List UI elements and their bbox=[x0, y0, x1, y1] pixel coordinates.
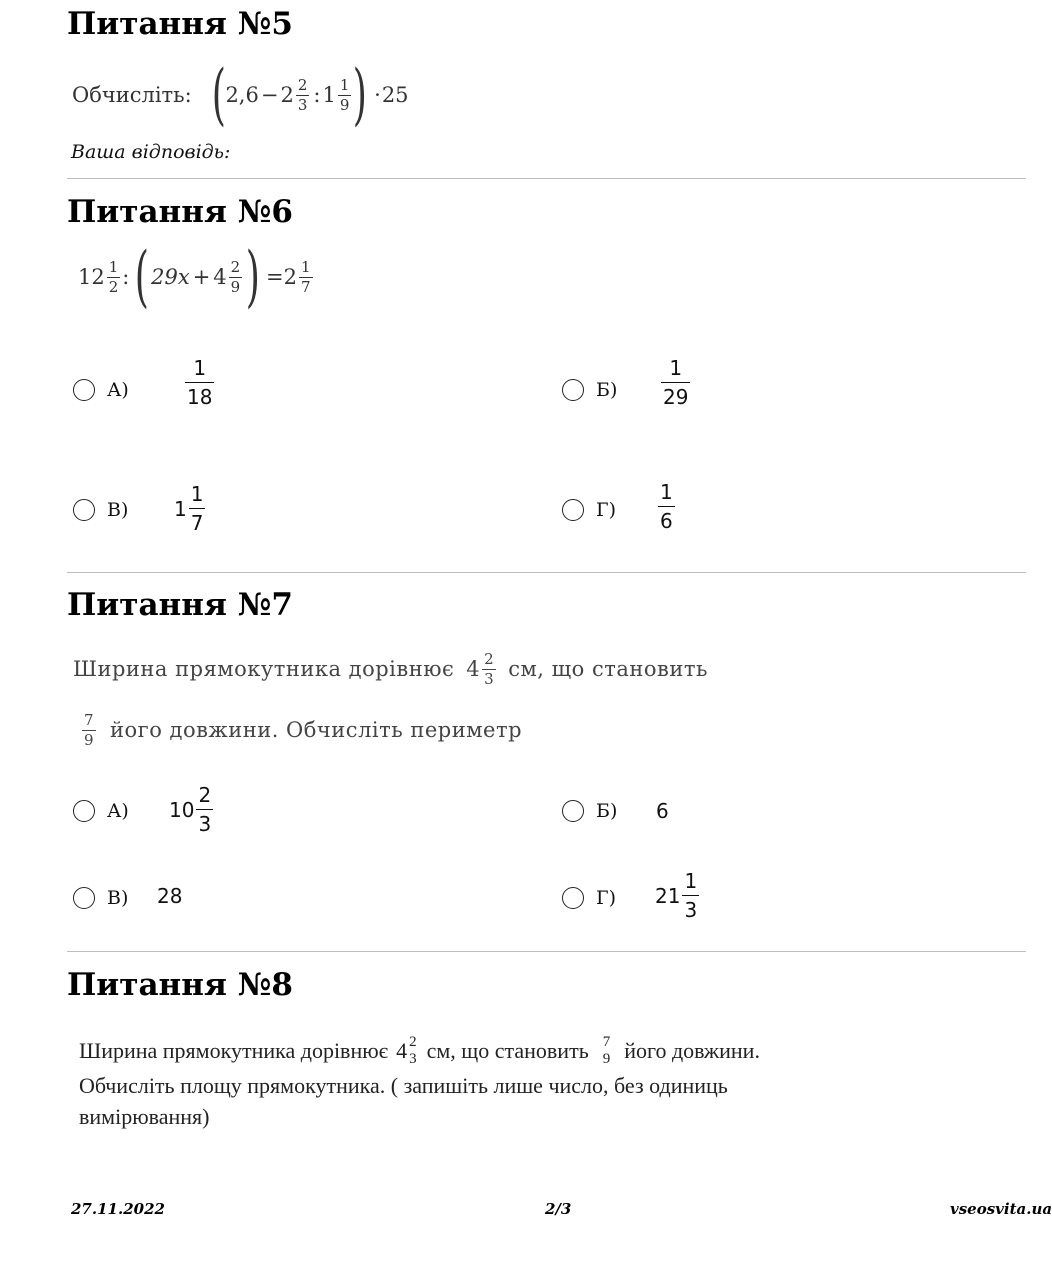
q5-c-den: 9 bbox=[339, 95, 350, 114]
q6-d1: 2 bbox=[108, 277, 119, 296]
question-7-title: Питання №7 bbox=[67, 587, 293, 623]
left-paren-icon: ( bbox=[211, 56, 226, 133]
q6-option-c-value bbox=[174, 484, 207, 533]
q7-width-den: 3 bbox=[484, 669, 495, 688]
right-paren-icon: ) bbox=[353, 56, 368, 133]
q6-w1: 12 bbox=[78, 265, 105, 289]
question-6-equation bbox=[78, 238, 315, 315]
question-5-expression bbox=[72, 56, 409, 133]
q7-option-a-radio[interactable] bbox=[73, 800, 95, 822]
q6-option-b-value bbox=[661, 358, 690, 407]
q8-ratio-num: 7 bbox=[602, 1034, 611, 1050]
q6-div: : bbox=[122, 265, 130, 289]
q6-option-b-label: Б) bbox=[596, 379, 618, 401]
q7-ratio-fraction bbox=[82, 710, 96, 749]
q7-option-c-radio[interactable] bbox=[73, 887, 95, 909]
q7-statement-line-1 bbox=[73, 640, 708, 698]
q6-a-num: 1 bbox=[193, 356, 207, 380]
right-paren-icon: ) bbox=[246, 238, 261, 315]
q6-option-d-radio[interactable] bbox=[562, 499, 584, 521]
q8-ratio-fraction bbox=[601, 1035, 613, 1067]
q6-d2: 9 bbox=[230, 277, 241, 296]
q7-a-den: 3 bbox=[196, 809, 213, 834]
q6-option-c-radio[interactable] bbox=[73, 499, 95, 521]
q7-line1: Ширина прямокутника дорівнює bbox=[73, 657, 455, 681]
q6-n2: 2 bbox=[230, 257, 241, 276]
q7-d-num: 1 bbox=[684, 869, 698, 893]
q7-option-c-value: 28 bbox=[157, 884, 183, 908]
q6-frac2 bbox=[229, 257, 243, 296]
q6-option-a-value bbox=[185, 358, 214, 407]
q8-width-fraction bbox=[407, 1035, 419, 1067]
q8-line1-c: його довжини. bbox=[624, 1038, 760, 1063]
q7-d-fraction bbox=[682, 871, 699, 920]
q7-statement-line-2 bbox=[80, 702, 522, 758]
q5-minus: − bbox=[260, 83, 279, 107]
footer-date: 27.11.2022 bbox=[71, 1200, 165, 1218]
q7-a-num: 2 bbox=[198, 783, 212, 807]
q7-a-whole: 10 bbox=[169, 797, 195, 822]
q6-d3: 7 bbox=[300, 277, 311, 296]
q6-c-fraction bbox=[189, 484, 206, 533]
divider bbox=[67, 178, 1026, 179]
q6-option-c-label: В) bbox=[107, 499, 129, 521]
q5-term-c-whole: 1 bbox=[322, 83, 336, 107]
question-8-title: Питання №8 bbox=[67, 967, 293, 1003]
footer-site: vseosvita.ua bbox=[950, 1200, 1052, 1218]
q6-w3: 2 bbox=[283, 265, 297, 289]
q5-term-d: 25 bbox=[381, 83, 409, 107]
q5-prompt: Обчисліть: bbox=[72, 83, 192, 107]
q7-line2: його довжини. Обчисліть периметр bbox=[110, 718, 523, 742]
q6-c-whole: 1 bbox=[174, 496, 187, 521]
q5-dot: · bbox=[374, 83, 381, 107]
question-5-title: Питання №5 bbox=[67, 6, 293, 42]
q8-ratio-den: 9 bbox=[602, 1051, 611, 1067]
q6-option-a-radio[interactable] bbox=[73, 379, 95, 401]
q6-d-den: 6 bbox=[658, 506, 675, 531]
q6-a-den: 18 bbox=[185, 382, 214, 407]
q5-term-b-whole: 2 bbox=[280, 83, 294, 107]
q6-n1: 1 bbox=[108, 257, 119, 276]
q7-d-den: 3 bbox=[682, 895, 699, 920]
q7-option-d-radio[interactable] bbox=[562, 887, 584, 909]
divider bbox=[67, 951, 1026, 952]
q8-line1-a: Ширина прямокутника дорівнює bbox=[79, 1038, 389, 1063]
q8-width-num: 2 bbox=[409, 1034, 417, 1050]
q5-answer-label: Ваша відповідь: bbox=[71, 141, 231, 163]
q7-ratio-num: 7 bbox=[84, 710, 95, 729]
q7-line1-end: см, що становить bbox=[508, 657, 708, 681]
q7-a-fraction bbox=[196, 785, 213, 834]
q6-n3: 1 bbox=[300, 257, 311, 276]
q6-eq: = bbox=[265, 265, 284, 289]
q8-statement-line-2: Обчисліть площу прямокутника. ( запишіть лише число, без одиниць bbox=[79, 1073, 728, 1098]
left-paren-icon: ( bbox=[135, 238, 150, 315]
question-6-title: Питання №6 bbox=[67, 194, 293, 230]
q5-term-a: 2,6 bbox=[225, 83, 259, 107]
q7-option-a-value bbox=[169, 785, 215, 834]
q6-b-num: 1 bbox=[669, 356, 683, 380]
q6-c-den: 7 bbox=[189, 508, 206, 533]
q7-width-fraction bbox=[482, 649, 496, 688]
q6-plus: + bbox=[192, 265, 211, 289]
q5-b-den: 3 bbox=[297, 95, 308, 114]
q8-width-whole: 4 bbox=[396, 1038, 408, 1063]
q5-term-b-fraction bbox=[296, 75, 310, 114]
q7-d-whole: 21 bbox=[655, 883, 681, 908]
q6-c-num: 1 bbox=[190, 482, 204, 506]
q5-c-num: 1 bbox=[339, 75, 350, 94]
q7-option-d-value bbox=[655, 871, 701, 920]
q8-line1-b: см, що становить bbox=[426, 1038, 589, 1063]
q6-d-num: 1 bbox=[660, 480, 673, 504]
q6-w2: 4 bbox=[213, 265, 227, 289]
q8-width-den: 3 bbox=[409, 1051, 417, 1067]
q8-statement-line-3: вимірювання) bbox=[79, 1104, 210, 1129]
q7-option-c-label: В) bbox=[107, 887, 129, 909]
q7-ratio-den: 9 bbox=[84, 730, 95, 749]
divider bbox=[67, 572, 1026, 573]
q8-statement-line-1 bbox=[79, 1030, 760, 1072]
q5-term-c-fraction bbox=[338, 75, 352, 114]
q6-option-d-value bbox=[658, 482, 675, 531]
q7-option-b-value: 6 bbox=[656, 799, 669, 823]
q6-frac3 bbox=[299, 257, 313, 296]
q6-option-d-label: Г) bbox=[596, 499, 616, 521]
q6-option-b-radio[interactable] bbox=[562, 379, 584, 401]
q7-option-d-label: Г) bbox=[596, 887, 616, 909]
q6-frac1 bbox=[107, 257, 121, 296]
q6-var-term: 29x bbox=[151, 265, 190, 289]
q5-div: : bbox=[313, 83, 321, 107]
q7-width-num: 2 bbox=[484, 649, 495, 668]
q5-b-num: 2 bbox=[297, 75, 308, 94]
q6-b-den: 29 bbox=[661, 382, 690, 407]
q7-width-whole: 4 bbox=[466, 657, 481, 681]
q7-option-b-radio[interactable] bbox=[562, 800, 584, 822]
q6-option-a-label: А) bbox=[107, 379, 129, 401]
q7-option-a-label: А) bbox=[107, 800, 129, 822]
q7-option-b-label: Б) bbox=[596, 800, 618, 822]
footer-page-number: 2/3 bbox=[545, 1200, 572, 1218]
